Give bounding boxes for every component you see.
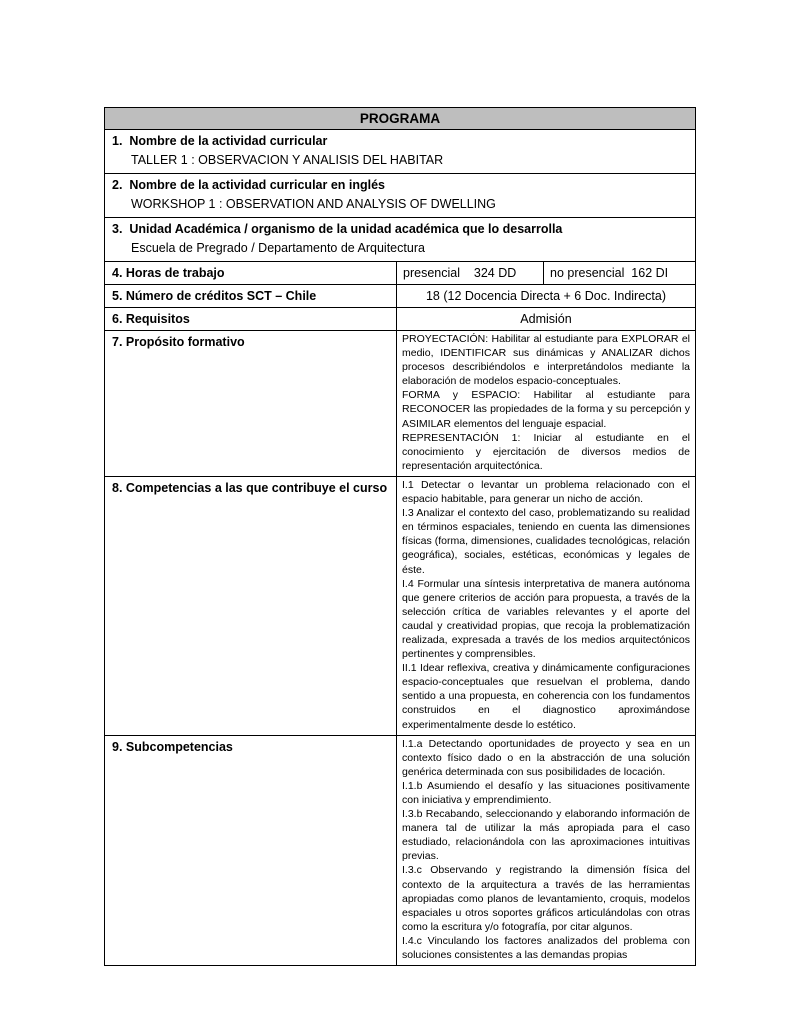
row-5-label: 5. Número de créditos SCT – Chile — [112, 289, 317, 303]
row-nombre-actividad — [105, 129, 695, 173]
paragraph: I.1.b Asumiendo el desafío y las situaciones positivamente con iniciativa y emprendimiento. — [402, 779, 690, 806]
row-4-presencial: presencial 324 DD — [396, 262, 543, 284]
paragraph: I.1 Detectar o levantar un problema relacionado con el espacio habitable, para generar un nicho de acción. — [402, 478, 690, 506]
row-requisitos — [105, 307, 695, 330]
row-7-text — [396, 331, 695, 476]
row-2-value: WORKSHOP 1 : OBSERVATION AND ANALYSIS OF DWELLING — [131, 196, 496, 211]
row-creditos-sct — [105, 284, 695, 307]
row-subcompetencias — [105, 735, 695, 966]
row-1-value: TALLER 1 : OBSERVACION Y ANALISIS DEL HABITAR — [131, 152, 444, 167]
row-4-no-presencial: no presencial 162 DI — [543, 262, 695, 284]
paragraph: REPRESENTACIÓN 1: Iniciar al estudiante en el conocimiento y ejercitación de diversos medios de representación arquitectónica. — [402, 431, 690, 472]
row-nombre-ingles-cell — [105, 174, 695, 217]
paragraph: I.3.b Recabando, seleccionando y elaborando información de manera tal de utilizar la más apropiada para el caso estudiado, relacionándola con las aproximaciones intuitivas previas. — [402, 808, 690, 863]
row-unidad-academica-cell — [105, 218, 695, 261]
row-6-value: Admisión — [396, 308, 695, 330]
row-5-value: 18 (12 Docencia Directa + 6 Doc. Indirecta) — [396, 285, 695, 307]
table-header-row — [105, 108, 695, 129]
row-9-label: 9. Subcompetencias — [112, 739, 233, 754]
paragraph: I.4.c Vinculando los factores analizados del problema con soluciones consistentes a las demandas propias — [402, 934, 690, 962]
programa-table — [104, 107, 696, 966]
row-nombre-ingles — [105, 173, 695, 217]
paragraph: FORMA y ESPACIO: Habilitar al estudiante para RECONOCER las propiedades de la forma y su percepción y ASIMILAR elementos del lenguaje espacial. — [402, 389, 690, 430]
row-3-value: Escuela de Pregrado / Departamento de Arquitectura — [131, 240, 425, 255]
paragraph: II.1 Idear reflexiva, creativa y dinámicamente configuraciones espacio-conceptuales que resuelvan el problema, dando sentido a una propuesta, en coherencia con los fundamentos construidos en el diagnostico aproximándose experimentalmente desde lo estético. — [402, 662, 690, 731]
paragraph: I.1.a Detectando oportunidades de proyecto y sea en un contexto físico dado o en la abstracción de una solución genérica determinada con sus posibilidades de locación. — [402, 737, 690, 778]
row-6-label: 6. Requisitos — [112, 312, 190, 326]
row-1-label: 1. Nombre de la actividad curricular — [112, 134, 328, 148]
row-8-text — [396, 477, 695, 735]
row-competencias — [105, 476, 695, 735]
row-7-label: 7. Propósito formativo — [112, 335, 245, 349]
row-unidad-academica — [105, 217, 695, 261]
paragraph: I.3 Analizar el contexto del caso, problematizando su realidad en términos espaciales, teniendo en cuenta las dimensiones físicas (forma, dimensiones, cualidades tecnológicas, relación geográfica), sociales, estéticas, económicas y legales de éste. — [402, 507, 690, 576]
row-horas-trabajo — [105, 261, 695, 284]
paragraph: I.4 Formular una síntesis interpretativa de manera autónoma que genere criterios de acción para propuesta, a través de la selección crítica de variables relevantes y el aporte del caudal y creatividad propias, que recoja la problematización realizada, expresada a través de los medios arquitectónicos pertinentes y comprensibles. — [402, 577, 690, 661]
row-4-label: 4. Horas de trabajo — [112, 266, 225, 280]
row-nombre-actividad-cell — [105, 130, 695, 173]
paragraph: PROYECTACIÓN: Habilitar al estudiante para EXPLORAR el medio, IDENTIFICAR sus dinámicas y ANALIZAR dichos procesos describiéndolos e interpretándolos mediante la elaboración de modelos espacio-conceptuales. — [402, 333, 690, 388]
row-3-label: 3. Unidad Académica / organismo de la unidad académica que lo desarrolla — [112, 222, 563, 236]
row-8-label: 8. Competencias a las que contribuye el curso — [112, 480, 388, 495]
row-9-text — [396, 736, 695, 966]
paragraph: I.3.c Observando y registrando la dimensión física del contexto de la arquitectura a través de las herramientas apropiadas como planos de levantamiento, croquis, modelos espaciales u otros soportes gráficos articulándolas con otras como la escritura y/o fotografía, por citar algunos. — [402, 864, 690, 933]
table-title: PROGRAMA — [359, 111, 441, 126]
row-2-label: 2. Nombre de la actividad curricular en inglés — [112, 178, 386, 192]
row-proposito-formativo — [105, 330, 695, 476]
